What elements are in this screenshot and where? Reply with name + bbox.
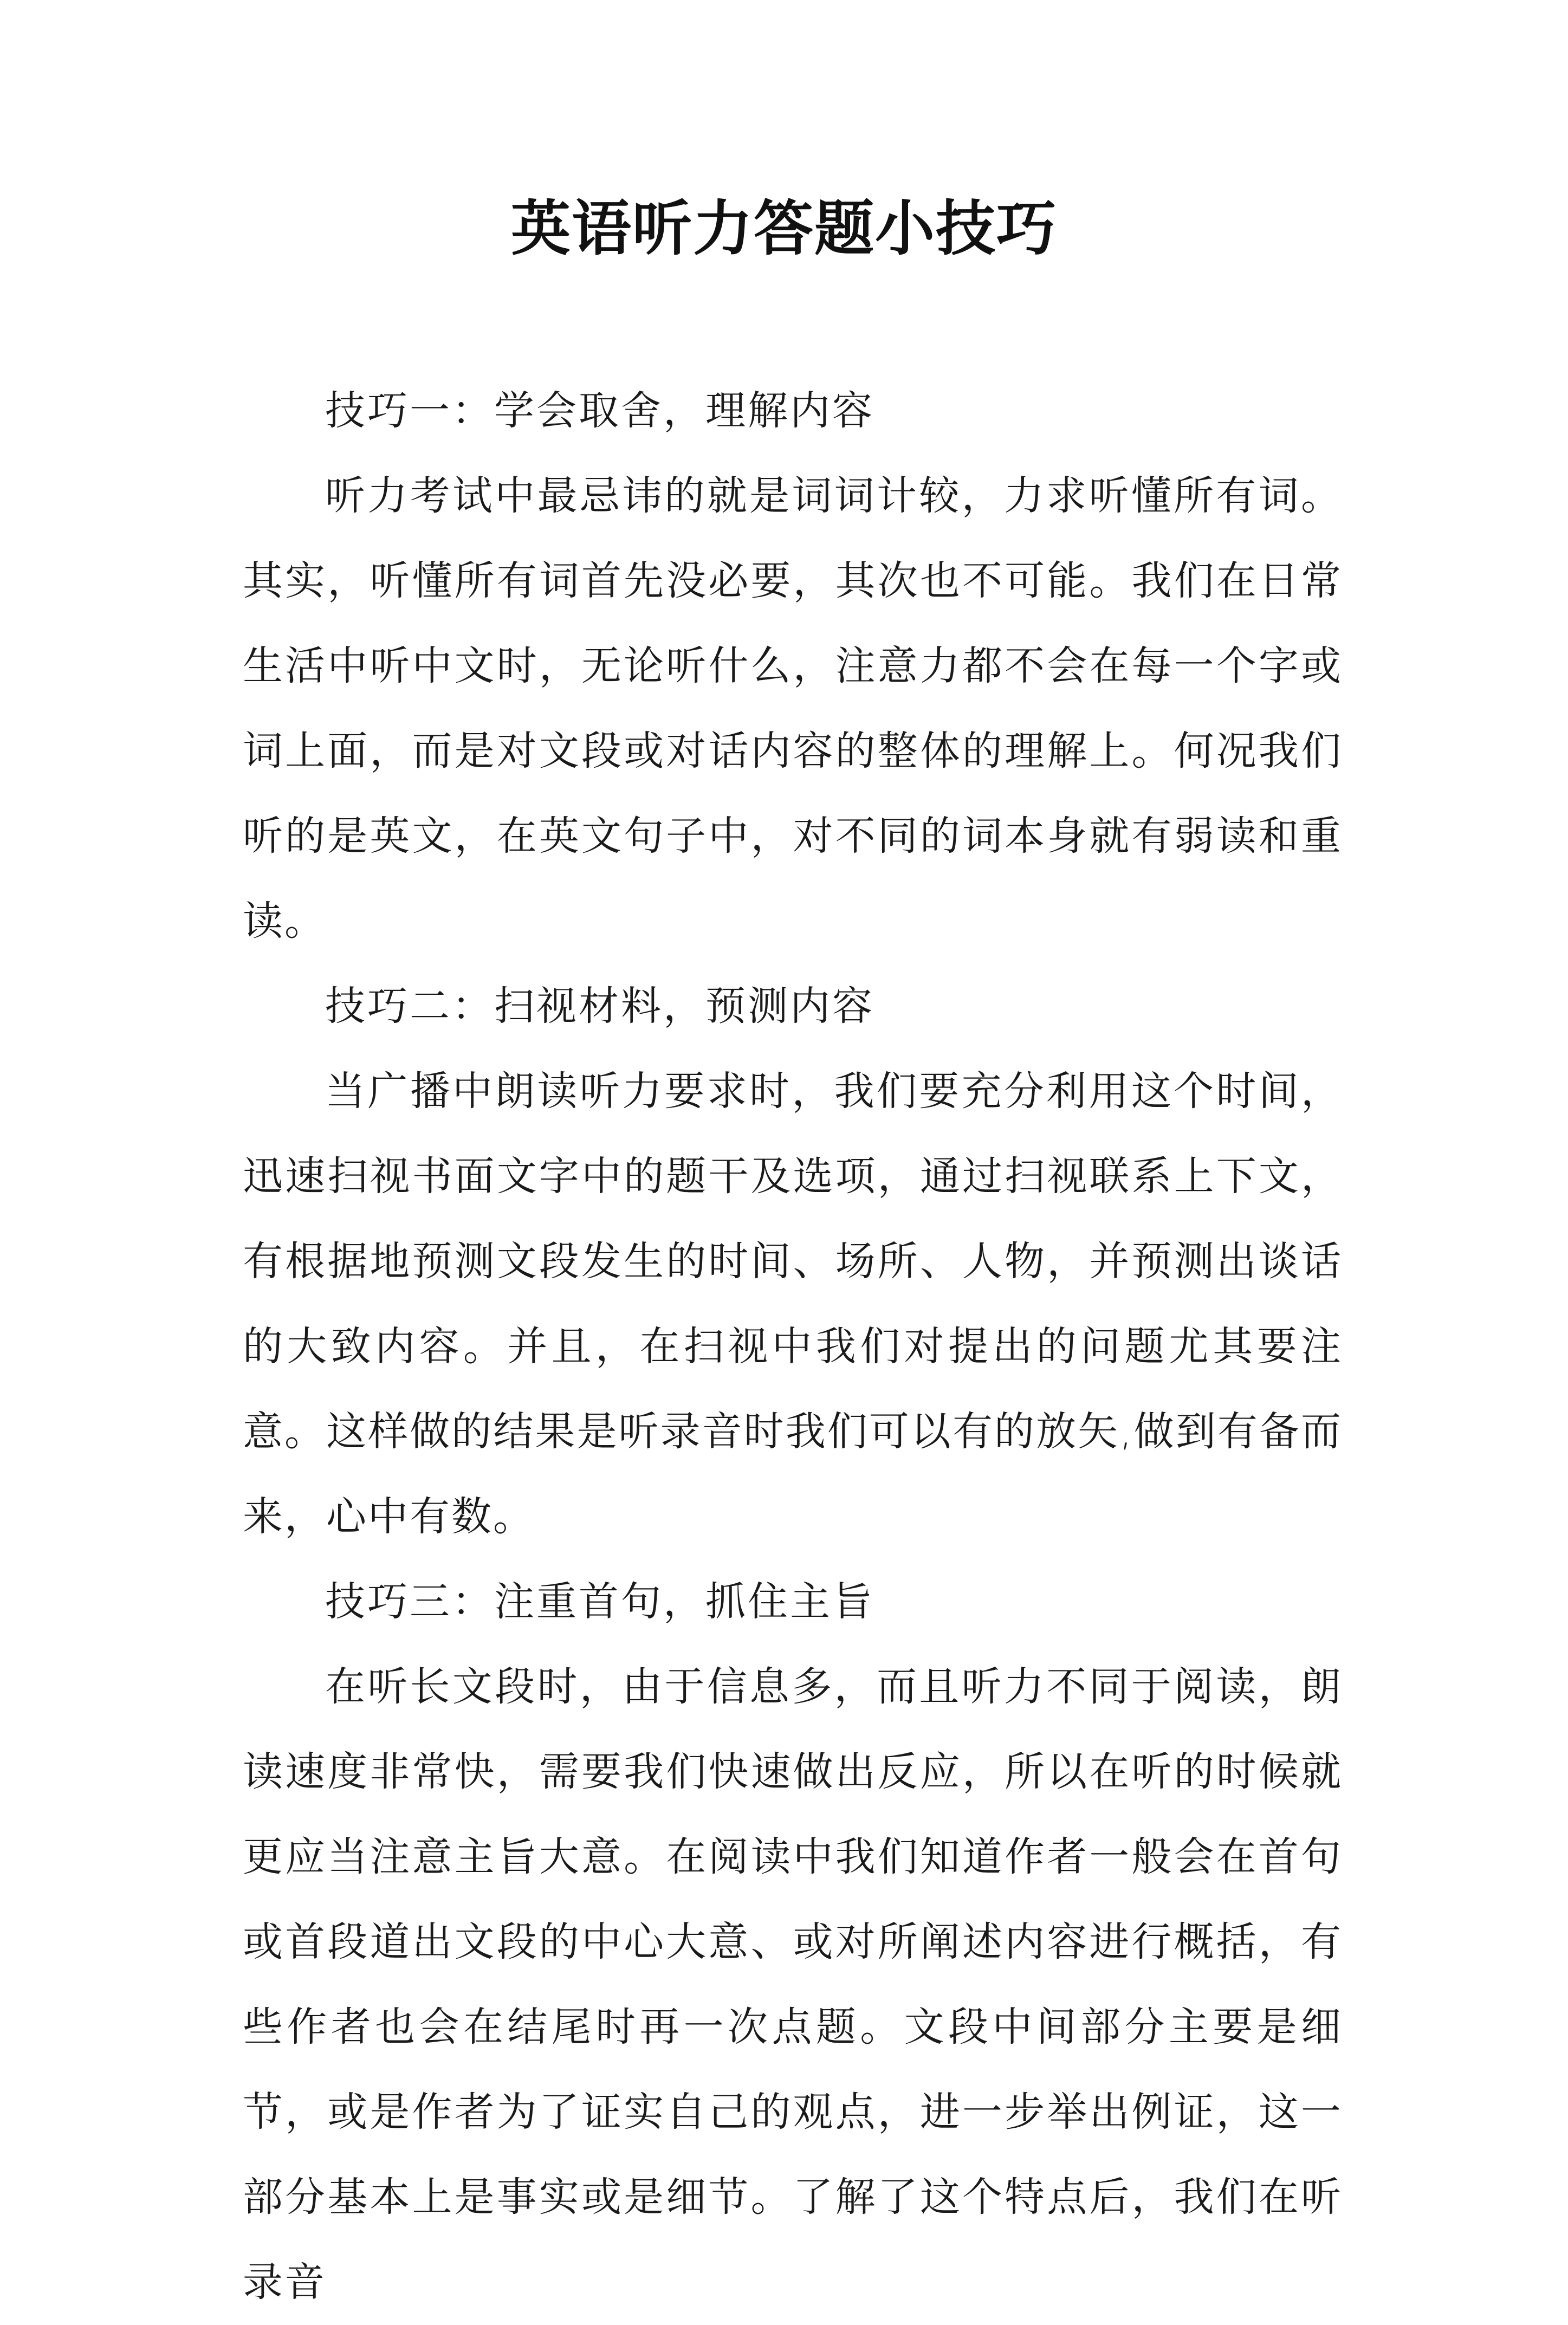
document-title: 英语听力答题小技巧 — [511, 193, 1057, 263]
section-3-heading: 技巧三：注重首句，抓住主旨 — [325, 1578, 874, 1625]
section-1-heading: 技巧一：学会取舍，理解内容 — [325, 387, 874, 434]
document-body — [243, 368, 1343, 2325]
section-2-paragraph: 当广播中朗读听力要求时，我们要充分利用这个时间，迅速扫视书面文字中的题干及选项，通过扫视联系上下文，有根据地预测文段发生的时间、场所、人物，并预测出谈话的大致内容。并且，在扫视中我们对提出的问题尤其要注意。这样做的结果是听录音时我们可以有的放矢,做到有备而来，心中有数。 — [243, 1068, 1343, 1540]
section-2-heading: 技巧二：扫视材料，预测内容 — [325, 983, 874, 1029]
section-3-paragraph: 在听长文段时，由于信息多，而且听力不同于阅读，朗读速度非常快，需要我们快速做出反应，所以在听的时候就更应当注意主旨大意。在阅读中我们知道作者一般会在首句或首段道出文段的中心大意、或对所阐述内容进行概括，有些作者也会在结尾时再一次点题。文段中间部分主要是细节，或是作者为了证实自己的观点，进一步举出例证，这一部分基本上是事实或是细节。了解了这个特点后，我们在听录音 — [243, 1663, 1343, 2305]
section-1-paragraph: 听力考试中最忌讳的就是词词计较，力求听懂所有词。其实，听懂所有词首先没必要，其次也不可能。我们在日常生活中听中文时，无论听什么，注意力都不会在每一个字或词上面，而是对文段或对话内容的整体的理解上。何况我们听的是英文，在英文句子中，对不同的词本身就有弱读和重读。 — [243, 472, 1343, 944]
